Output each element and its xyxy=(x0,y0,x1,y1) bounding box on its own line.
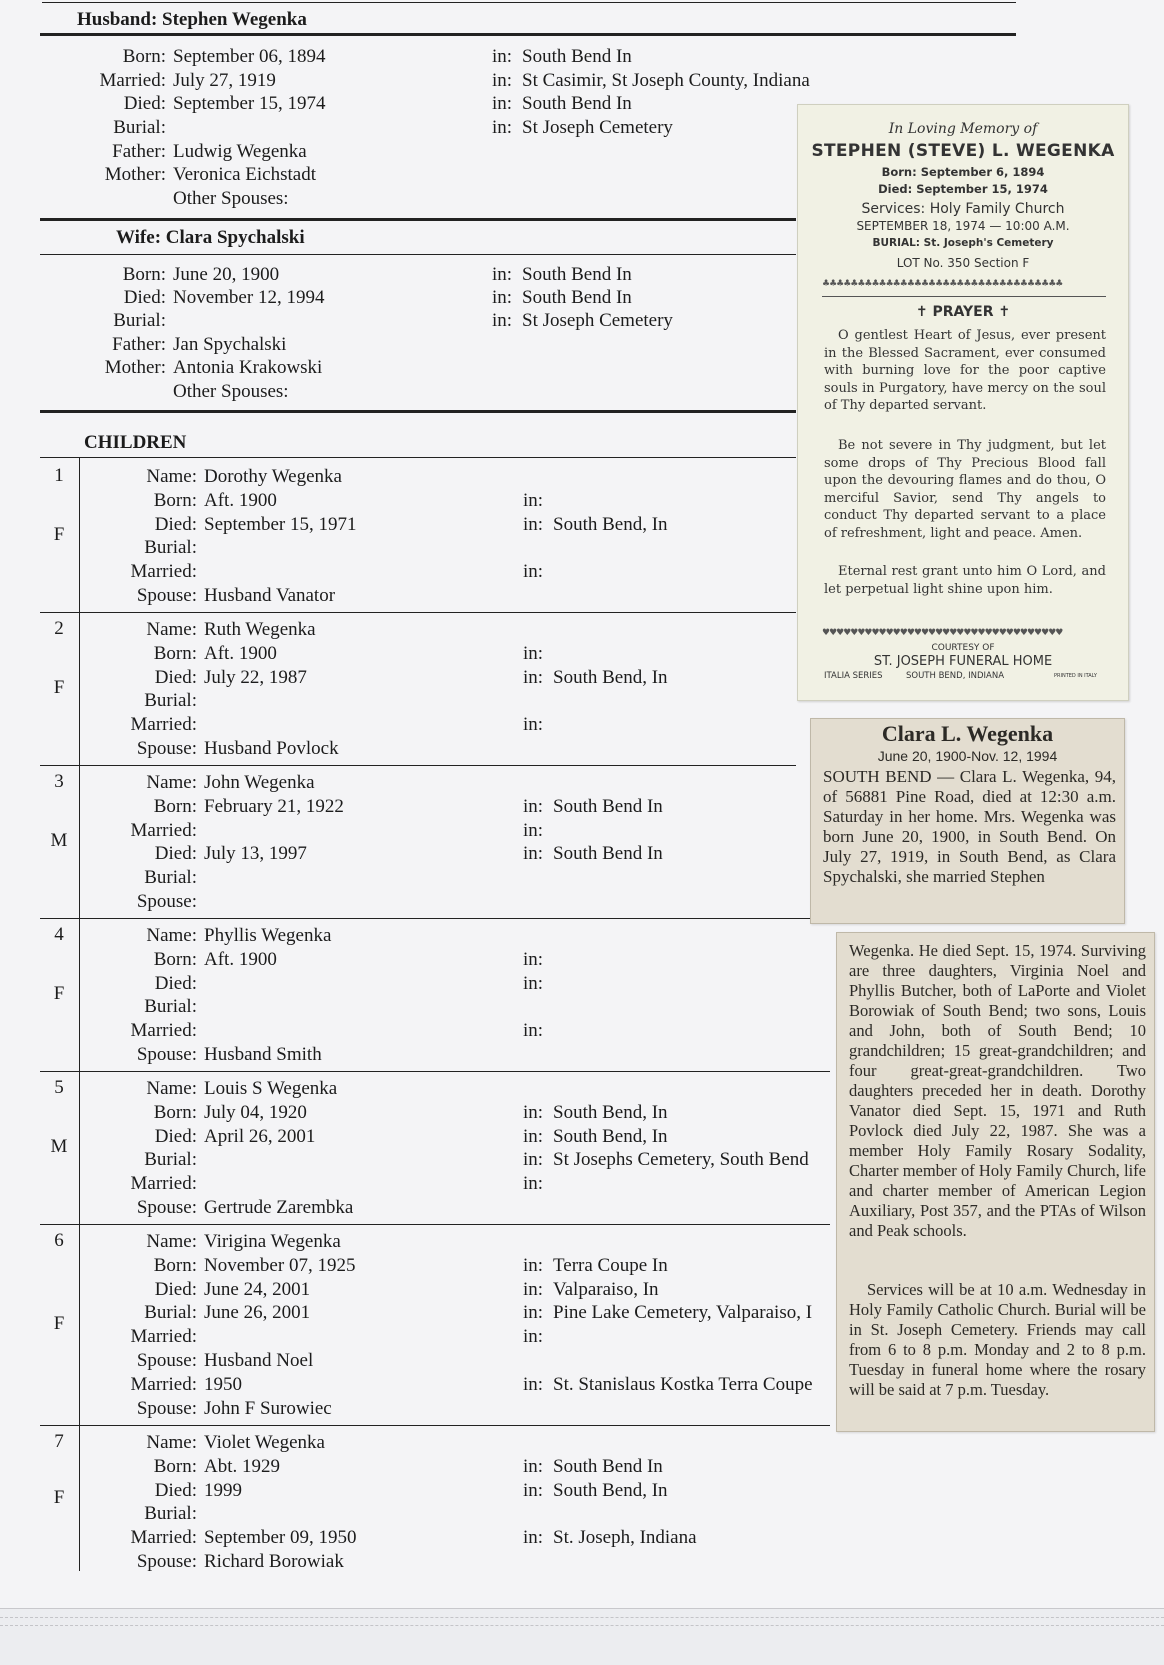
field-value: February 21, 1922 xyxy=(204,795,344,817)
place-value: South Bend In xyxy=(522,287,632,308)
children-top-rule xyxy=(40,410,796,413)
child-sex: M xyxy=(50,829,68,851)
field-value: Husband Vanator xyxy=(204,585,336,606)
field-value: Husband Povlock xyxy=(204,738,339,759)
place-value: St. Stanislaus Kostka Terra Coupe xyxy=(553,1373,813,1395)
obituary-text-part-2b: Services will be at 10 a.m. Wednesday in Holy Family Catholic Church. Burial will be in St. Joseph Cemetery. Friends may call from 6 to 8 p.m. Monday and 2 to 8 p.m. Tuesday in funeral home where the rosary will be said at 7 p.m. Tuesday. xyxy=(849,1280,1146,1399)
field-label: Died: xyxy=(154,513,197,535)
field-value: September 09, 1950 xyxy=(204,1527,357,1549)
field-label: Died: xyxy=(154,1125,197,1147)
field-label: Married: xyxy=(130,1173,197,1195)
child-number: 7 xyxy=(54,1431,64,1452)
card-prayer-paragraph-3: Eternal rest grant unto him O Lord, and let perpetual light shine upon him. xyxy=(824,564,1106,597)
field-label: Married: xyxy=(130,714,197,736)
children-header-rule xyxy=(40,457,796,458)
memorial-card xyxy=(797,104,1129,701)
field-label: Name: xyxy=(146,466,197,487)
card-services: Services: Holy Family Church xyxy=(861,201,1065,217)
place-label: in: xyxy=(523,1455,544,1477)
card-prayer-paragraph-2: Be not severe in Thy judgment, but let some drops of Thy Precious Blood fall upon the devouring flames and do thou, O merciful Savior, send Thy angels to conduct Thy departed servant to a place of refreshment, light and peace. Amen. xyxy=(824,438,1106,541)
child-number: 4 xyxy=(54,924,64,945)
field-label: Burial: xyxy=(144,690,197,712)
husband-header-rule xyxy=(40,33,1016,36)
card-series: ITALIA SERIES xyxy=(824,671,883,681)
field-label: Spouse: xyxy=(136,1350,197,1371)
field-label: Spouse: xyxy=(136,891,197,912)
card-courtesy: COURTESY OF xyxy=(931,643,995,653)
place-value: South Bend In xyxy=(522,93,632,114)
field-label: Died: xyxy=(123,93,166,114)
place-label: in: xyxy=(523,1020,544,1042)
field-value: July 22, 1987 xyxy=(204,666,307,688)
place-label: in: xyxy=(523,1527,544,1549)
place-label: in: xyxy=(523,795,544,817)
obituary-clipping-top xyxy=(810,718,1125,924)
wife-header: Wife: Clara Spychalski xyxy=(116,227,305,248)
field-value: July 27, 1919 xyxy=(173,70,276,91)
field-label: Died: xyxy=(154,1479,197,1501)
child-divider xyxy=(40,1224,830,1225)
field-label: Died: xyxy=(154,1278,197,1300)
field-label: Spouse: xyxy=(136,1044,197,1065)
husband-header: Husband: Stephen Wegenka xyxy=(77,9,307,30)
field-value: Other Spouses: xyxy=(173,188,289,209)
place-label: in: xyxy=(523,1101,544,1123)
field-value: 1999 xyxy=(204,1479,242,1501)
card-city: SOUTH BEND, INDIANA xyxy=(906,671,1005,681)
obituary-text-part-2a: Wegenka. He died Sept. 15, 1974. Surviving are three daughters, Virginia Noel and Phyllis Butcher, both of LaPorte and Violet Borowiak of South Bend; two sons, Louis and John, both of South Bend; 10 grandchildren; 15 great-grandchildren; and four great-great-grandchildren. Two daughters preceded her in death. Dorothy Vanator died Sept. 15, 1971 and Ruth Povlock died July 22, 1987. She was a member Holy Family Rosary Sodality, Charter member of Holy Family Church, life and charter member of American Legion Auxiliary, Post 357, and the PTAs of Wilson and Peak schools. xyxy=(849,941,1146,1240)
child-number: 6 xyxy=(54,1230,64,1251)
card-ornament-top: ♣♣♣♣♣♣♣♣♣♣♣♣♣♣♣♣♣♣♣♣♣♣♣♣♣♣♣♣♣♣♣♣♣♣ xyxy=(822,279,1063,289)
field-value: June 26, 2001 xyxy=(204,1302,311,1324)
field-label: Died: xyxy=(123,287,166,308)
field-label: Mother: xyxy=(104,164,166,185)
child-number: 1 xyxy=(54,465,64,486)
place-label: in: xyxy=(492,117,513,138)
place-label: in: xyxy=(523,489,544,511)
child-sex: F xyxy=(53,523,65,545)
child-sex: F xyxy=(53,676,65,698)
place-value: South Bend, In xyxy=(553,1125,668,1147)
place-label: in: xyxy=(523,714,544,736)
field-value: Husband Smith xyxy=(204,1044,322,1065)
field-value: September 15, 1971 xyxy=(204,513,357,535)
place-label: in: xyxy=(523,1149,544,1171)
card-rule xyxy=(822,296,1106,297)
place-label: in: xyxy=(492,93,513,114)
field-value: Richard Borowiak xyxy=(204,1551,344,1572)
field-label: Name: xyxy=(146,1078,197,1099)
card-prayer-title: ✝ PRAYER ✝ xyxy=(915,304,1011,320)
field-label: Spouse: xyxy=(136,585,197,606)
place-value: South Bend, In xyxy=(553,666,668,688)
wife-top-rule xyxy=(40,218,796,221)
field-value: November 12, 1994 xyxy=(173,287,325,308)
child-divider xyxy=(40,612,796,613)
place-value: South Bend In xyxy=(522,46,632,67)
place-value: Valparaiso, In xyxy=(553,1278,659,1300)
card-service-time: SEPTEMBER 18, 1974 — 10:00 A.M. xyxy=(856,219,1070,233)
card-ornament-bottom: ♥♥♥♥♥♥♥♥♥♥♥♥♥♥♥♥♥♥♥♥♥♥♥♥♥♥♥♥♥♥♥♥♥♥ xyxy=(822,628,1063,638)
place-value: St. Joseph, Indiana xyxy=(553,1527,697,1549)
field-value: Phyllis Wegenka xyxy=(204,925,332,946)
field-value: Antonia Krakowski xyxy=(173,357,323,378)
field-value: September 06, 1894 xyxy=(173,46,326,67)
place-label: in: xyxy=(492,264,513,285)
field-label: Married: xyxy=(130,1527,197,1549)
place-label: in: xyxy=(523,513,544,535)
card-funeral-home: ST. JOSEPH FUNERAL HOME xyxy=(873,654,1053,669)
place-label: in: xyxy=(523,1373,544,1395)
field-label: Burial: xyxy=(144,1302,197,1324)
place-label: in: xyxy=(523,642,544,664)
field-value: Ruth Wegenka xyxy=(204,619,316,640)
place-label: in: xyxy=(523,1173,544,1195)
field-label: Died: xyxy=(154,843,197,865)
place-label: in: xyxy=(523,1254,544,1276)
field-value: Ludwig Wegenka xyxy=(173,141,307,162)
field-value: 1950 xyxy=(204,1373,242,1395)
place-label: in: xyxy=(523,1302,544,1324)
field-label: Name: xyxy=(146,1432,197,1453)
wife-header-rule xyxy=(40,254,796,255)
place-value: Pine Lake Cemetery, Valparaiso, I xyxy=(553,1302,813,1324)
card-prayer-paragraph-1: O gentlest Heart of Jesus, ever present in the Blessed Sacrament, ever consumed with burning love for the poor captive souls in Purgatory, have mercy on the soul of Thy departed servant. xyxy=(824,328,1106,413)
top-rule xyxy=(42,2,1016,3)
card-born: Born: September 6, 1894 xyxy=(881,165,1045,179)
field-label: Name: xyxy=(146,1231,197,1252)
place-label: in: xyxy=(523,1479,544,1501)
field-label: Burial: xyxy=(113,117,166,138)
field-value: June 24, 2001 xyxy=(204,1278,311,1300)
card-died: Died: September 15, 1974 xyxy=(878,182,1048,196)
child-number: 3 xyxy=(54,771,64,792)
child-number: 5 xyxy=(54,1077,64,1098)
child-number: 2 xyxy=(54,618,64,639)
field-value: Dorothy Wegenka xyxy=(204,466,342,487)
field-value: Other Spouses: xyxy=(173,381,289,402)
field-value: Aft. 1900 xyxy=(204,642,277,664)
field-value: Aft. 1900 xyxy=(204,948,277,970)
place-value: Terra Coupe In xyxy=(553,1254,668,1276)
field-value: September 15, 1974 xyxy=(173,93,326,114)
field-label: Married: xyxy=(130,819,197,841)
child-divider xyxy=(40,1425,830,1426)
child-divider xyxy=(40,918,830,919)
place-label: in: xyxy=(523,666,544,688)
place-label: in: xyxy=(492,310,513,331)
field-value: Louis S Wegenka xyxy=(204,1078,338,1099)
place-label: in: xyxy=(523,1125,544,1147)
field-label: Married: xyxy=(99,70,166,91)
field-label: Burial: xyxy=(144,1149,197,1171)
field-label: Spouse: xyxy=(136,1397,197,1419)
field-label: Name: xyxy=(146,619,197,640)
field-label: Born: xyxy=(153,1455,197,1477)
child-sex: F xyxy=(53,982,65,1004)
obituary-name: Clara L. Wegenka xyxy=(881,721,1054,746)
place-value: South Bend In xyxy=(522,264,632,285)
field-value: Abt. 1929 xyxy=(204,1455,280,1477)
field-value: April 26, 2001 xyxy=(204,1125,316,1147)
obituary-clipping-bottom xyxy=(836,932,1155,1432)
children-index-divider xyxy=(79,458,80,1571)
field-value: June 20, 1900 xyxy=(173,264,280,285)
place-label: in: xyxy=(492,70,513,91)
field-label: Spouse: xyxy=(136,1551,197,1572)
place-label: in: xyxy=(492,46,513,67)
place-label: in: xyxy=(523,948,544,970)
field-label: Born: xyxy=(153,795,197,817)
place-value: South Bend In xyxy=(553,843,663,865)
field-value: Virigina Wegenka xyxy=(204,1231,341,1252)
place-label: in: xyxy=(492,287,513,308)
field-label: Burial: xyxy=(144,867,197,889)
field-label: Burial: xyxy=(144,537,197,559)
field-value: John F Surowiec xyxy=(204,1397,332,1419)
card-title-top: In Loving Memory of xyxy=(888,121,1038,137)
field-label: Married: xyxy=(130,1373,197,1395)
field-value: Gertrude Zarembka xyxy=(204,1197,354,1218)
field-label: Mother: xyxy=(104,357,166,378)
field-label: Born: xyxy=(153,1101,197,1123)
place-value: St Joseph Cemetery xyxy=(522,310,673,331)
field-label: Father: xyxy=(112,141,166,162)
field-label: Born: xyxy=(153,642,197,664)
card-printed: PRINTED IN ITALY xyxy=(1054,673,1097,679)
field-label: Married: xyxy=(130,561,197,583)
place-label: in: xyxy=(523,843,544,865)
child-sex: M xyxy=(50,1135,68,1157)
place-label: in: xyxy=(523,1278,544,1300)
place-value: St Casimir, St Joseph County, Indiana xyxy=(522,70,810,91)
field-label: Died: xyxy=(154,972,197,994)
place-label: in: xyxy=(523,561,544,583)
field-label: Name: xyxy=(146,925,197,946)
field-label: Burial: xyxy=(144,1503,197,1525)
field-label: Died: xyxy=(154,666,197,688)
place-value: South Bend, In xyxy=(553,513,668,535)
child-sex: F xyxy=(53,1486,65,1508)
place-value: South Bend In xyxy=(553,795,663,817)
place-value: South Bend, In xyxy=(553,1101,668,1123)
obituary-dates: June 20, 1900-Nov. 12, 1994 xyxy=(877,748,1058,764)
field-value: July 04, 1920 xyxy=(204,1101,307,1123)
field-value: Jan Spychalski xyxy=(173,334,287,355)
place-label: in: xyxy=(523,972,544,994)
field-label: Spouse: xyxy=(136,1197,197,1218)
page-bottom-edge xyxy=(0,1608,1164,1665)
field-label: Father: xyxy=(112,334,166,355)
field-value: John Wegenka xyxy=(204,772,315,793)
child-divider xyxy=(40,1071,830,1072)
field-label: Name: xyxy=(146,772,197,793)
child-divider xyxy=(40,765,796,766)
field-label: Married: xyxy=(130,1326,197,1348)
place-value: St Joseph Cemetery xyxy=(522,117,673,138)
field-value: November 07, 1925 xyxy=(204,1254,356,1276)
children-header: CHILDREN xyxy=(84,432,187,453)
card-burial: BURIAL: St. Joseph's Cemetery xyxy=(872,237,1054,249)
place-value: South Bend, In xyxy=(553,1479,668,1501)
field-value: Violet Wegenka xyxy=(204,1432,325,1453)
place-label: in: xyxy=(523,1326,544,1348)
field-label: Burial: xyxy=(113,310,166,331)
card-lot: LOT No. 350 Section F xyxy=(896,256,1030,270)
field-label: Born: xyxy=(153,489,197,511)
obituary-text-part-1: SOUTH BEND — Clara L. Wegenka, 94, of 56881 Pine Road, died at 12:30 a.m. Saturday in her home. Mrs. Wegenka was born June 20, 1900, in South Bend. On July 27, 1919, in South Bend, as Clara Spychalski, she married Stephen xyxy=(823,767,1116,886)
field-label: Born: xyxy=(122,264,166,285)
place-value: South Bend In xyxy=(553,1455,663,1477)
place-label: in: xyxy=(523,819,544,841)
place-value: St Josephs Cemetery, South Bend xyxy=(553,1149,809,1171)
field-value: Veronica Eichstadt xyxy=(173,164,316,185)
field-label: Born: xyxy=(153,1254,197,1276)
field-value: July 13, 1997 xyxy=(204,843,307,865)
field-value: Aft. 1900 xyxy=(204,489,277,511)
field-label: Spouse: xyxy=(136,738,197,759)
field-label: Born: xyxy=(122,46,166,67)
card-name: STEPHEN (STEVE) L. WEGENKA xyxy=(811,141,1115,161)
field-label: Married: xyxy=(130,1020,197,1042)
field-value: Husband Noel xyxy=(204,1350,314,1371)
child-sex: F xyxy=(53,1312,65,1334)
field-label: Born: xyxy=(153,948,197,970)
field-label: Burial: xyxy=(144,996,197,1018)
